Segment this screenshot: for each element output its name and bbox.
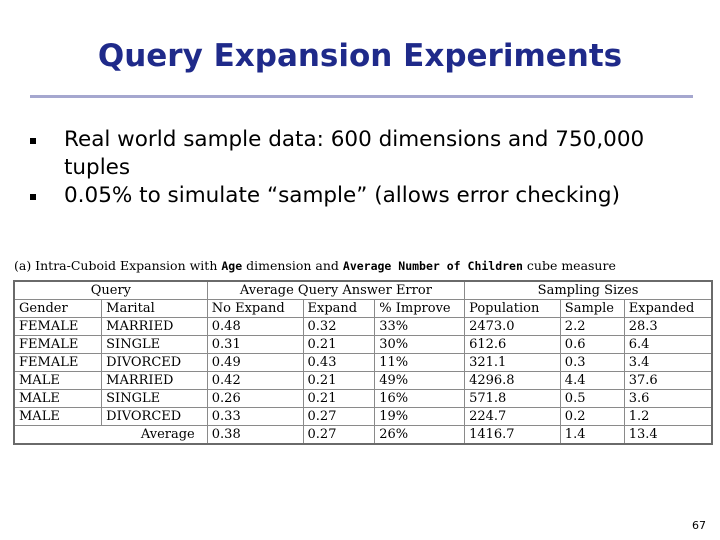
table-cell: 4296.8 [465,372,561,390]
table-cell: 571.8 [465,390,561,408]
table-row [14,390,712,408]
table-cell: 0.31 [207,336,303,354]
table-cell: 0.5 [560,390,624,408]
table-cell: 321.1 [465,354,561,372]
page-number: 67 [692,519,706,532]
caption-suffix: cube measure [526,258,616,273]
column-header: Population [465,300,561,318]
table-cell: 0.33 [207,408,303,426]
caption-prefix: (a) Intra-Cuboid Expansion with [14,258,218,273]
column-header: No Expand [207,300,303,318]
table-cell: MARRIED [102,372,208,390]
table-cell: 30% [375,336,465,354]
title-divider [30,95,693,98]
table-cell: 0.49 [207,354,303,372]
table-cell: MALE [14,408,102,426]
group-header-row [14,281,712,300]
table-cell: 0.48 [207,318,303,336]
table-row [14,336,712,354]
column-header: Sample [560,300,624,318]
results-table-container [13,280,713,445]
table-cell: MARRIED [102,318,208,336]
table-cell: FEMALE [14,318,102,336]
table-cell: 37.6 [624,372,712,390]
column-header: Expanded [624,300,712,318]
table-cell: 13.4 [624,426,712,445]
table-cell: 26% [375,426,465,445]
average-label: Average [14,426,207,445]
column-header: Expand [303,300,375,318]
bullet-list [28,126,688,210]
bullet-text: Real world sample data: 600 dimensions and 750,000 tuples [64,127,645,180]
table-cell: 6.4 [624,336,712,354]
bullet-marker-icon [30,194,36,200]
table-cell: SINGLE [102,390,208,408]
table-cell: FEMALE [14,336,102,354]
bullet-text: 0.05% to simulate “sample” (allows error checking) [64,183,620,208]
table-cell: 49% [375,372,465,390]
results-table [13,280,713,445]
table-cell: 33% [375,318,465,336]
table-cell: 16% [375,390,465,408]
table-cell: MALE [14,390,102,408]
slide-title: Query Expansion Experiments [97,38,623,74]
table-cell: 4.4 [560,372,624,390]
average-row [14,426,712,445]
table-cell: 2473.0 [465,318,561,336]
column-header: % Improve [375,300,465,318]
column-header-row [14,300,712,318]
table-row [14,354,712,372]
table-cell: 0.27 [303,426,375,445]
table-cell: 0.32 [303,318,375,336]
column-header: Marital [102,300,208,318]
column-header: Gender [14,300,102,318]
table-cell: 0.6 [560,336,624,354]
bullet-item [28,182,688,210]
table-cell: 0.21 [303,390,375,408]
caption-mid: dimension and [246,258,339,273]
figure-caption [14,258,714,273]
table-cell: FEMALE [14,354,102,372]
table-cell: 0.2 [560,408,624,426]
table-cell: DIVORCED [102,354,208,372]
table-cell: 0.21 [303,336,375,354]
table-cell: 0.38 [207,426,303,445]
table-cell: 0.21 [303,372,375,390]
caption-dimension: Age [221,259,243,273]
bullet-item [28,126,688,182]
table-cell: 224.7 [465,408,561,426]
bullet-marker-icon [30,138,36,144]
table-cell: 3.4 [624,354,712,372]
table-cell: 1.4 [560,426,624,445]
group-header-sampling: Sampling Sizes [465,281,712,300]
table-cell: 0.3 [560,354,624,372]
table-cell: MALE [14,372,102,390]
table-cell: 11% [375,354,465,372]
table-cell: DIVORCED [102,408,208,426]
group-header-error: Average Query Answer Error [207,281,464,300]
table-row [14,318,712,336]
table-cell: 1416.7 [465,426,561,445]
table-cell: 0.27 [303,408,375,426]
table-row [14,408,712,426]
group-header-query: Query [14,281,207,300]
table-cell: 2.2 [560,318,624,336]
table-cell: 3.6 [624,390,712,408]
caption-measure: Average Number of Children [342,259,523,273]
table-cell: 0.26 [207,390,303,408]
table-row [14,372,712,390]
table-cell: 0.42 [207,372,303,390]
table-cell: 1.2 [624,408,712,426]
table-cell: 0.43 [303,354,375,372]
table-cell: 612.6 [465,336,561,354]
table-cell: 28.3 [624,318,712,336]
table-cell: SINGLE [102,336,208,354]
table-cell: 19% [375,408,465,426]
